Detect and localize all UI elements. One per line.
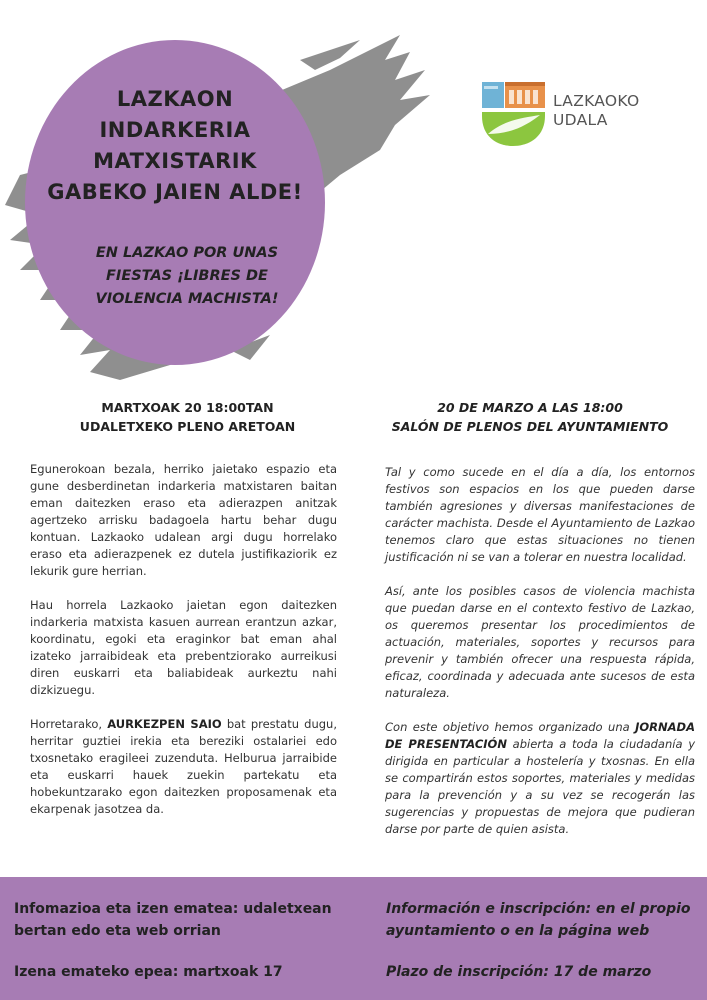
title-eu-line: MATXISTARIK	[93, 149, 257, 173]
logo-line-2: UDALA	[553, 111, 608, 129]
title-basque	[40, 84, 310, 208]
footer-deadline-eu: Izena emateko epea: martxoak 17	[14, 964, 283, 980]
paragraph: Así, ante los posibles casos de violencia machista que puedan darse en el contexto festivo de Lazkao, os queremos presentar los procedimientos de actuación, materiales, soportes y recursos para prevenir y también ofrecer una respuesta rápida, eficaz, coordinada y adecuada ante sucesos de esta naturaleza.	[385, 584, 695, 700]
paragraph: Hau horrela Lazkaoko jaietan egon daitezken indarkeria matxista kasuen aurrean erantzun azkar, koordinatu, egoki eta eraginkor bat eman ahal izateko jarraibideak eta prebentziorako aurreikusi diren euskarri eta baliabideak aurkeztu nahi dizkizuegu.	[30, 598, 337, 697]
title-spanish	[62, 242, 312, 311]
body-column-spanish	[385, 464, 695, 855]
title-es-line: VIOLENCIA MACHISTA!	[95, 291, 279, 307]
title-eu-line: GABEKO JAIEN ALDE!	[47, 180, 303, 204]
paragraph-text: bat prestatu dugu, herritar guztiei irekia eta bereziki ostalariei edo txosnetako eragileei zuzenduta. Helburua jarraibide eta euskarri hauek zuekin partekatu eta hobekuntzarako egon daitezken proposamenak eta ekarpenak jasotzea da.	[30, 717, 337, 816]
highlight-text: JORNADA DE PRESENTACIÓN	[385, 720, 695, 751]
event-date-eu: MARTXOAK 20 18:00TAN	[101, 400, 274, 415]
footer-info-es: Información e inscripción: en el propio ayuntamiento o en la página web	[386, 901, 691, 939]
paragraph: Tal y como sucede en el día a día, los entornos festivos son espacios en los que pueden darse también agresiones y diversas manifestaciones de carácter machista. Desde el Ayuntamiento de Lazkao tenemos claro que estas situaciones no tienen justificación ni se van a tolerar en nuestra localidad.	[385, 465, 695, 564]
event-place-es: SALÓN DE PLENOS DEL AYUNTAMIENTO	[391, 419, 669, 434]
highlight-text: AURKEZPEN SAIO	[107, 717, 222, 731]
paragraph-text: Horretarako,	[30, 717, 108, 731]
paragraph	[385, 719, 695, 838]
paragraph	[30, 716, 337, 818]
lazkao-logo-icon	[482, 82, 552, 148]
title-es-line: FIESTAS ¡LIBRES DE	[106, 268, 268, 284]
paragraph-text: Con este objetivo hemos organizado una	[385, 720, 636, 734]
event-details-basque	[40, 398, 335, 436]
footer-info-eu: Infomazioa eta izen ematea: udaletxean bertan edo eta web orrian	[14, 901, 332, 939]
paragraph-text: abierta a toda la ciudadanía y dirigida en particular a hostelería y txosnas. En ella se compartirán estos soportes, materiales y medidas para la prevención y a su vez se recogerán las sugerencias y propuestas de mejora que pudieran darse por parte de quien asista.	[385, 737, 695, 836]
logo-wordmark	[553, 92, 640, 130]
title-es-line: EN LAZKAO POR UNAS	[95, 245, 279, 261]
event-date-es: 20 DE MARZO A LAS 18:00	[437, 400, 623, 415]
event-details-spanish	[372, 398, 688, 436]
event-place-eu: UDALETXEKO PLENO ARETOAN	[79, 419, 296, 434]
body-column-basque	[30, 461, 337, 835]
footer-deadline-es: Plazo de inscripción: 17 de marzo	[386, 964, 652, 980]
title-eu-line: LAZKAON	[116, 87, 234, 111]
title-eu-line: INDARKERIA	[99, 118, 251, 142]
logo-line-1: LAZKAOKO	[553, 92, 640, 110]
paragraph: Egunerokoan bezala, herriko jaietako espazio eta gune desberdinetan indarkeria matxistaren baitan eman daitezken eraso eta adierazpen anitzak agertzeko arrisku badagoela hartu behar dugu kontuan. Lazkaoko udalean argi dugu horrelako eraso eta adierazpenek ez dutela justifikaziorik ez lekurik gure herrian.	[30, 462, 337, 578]
